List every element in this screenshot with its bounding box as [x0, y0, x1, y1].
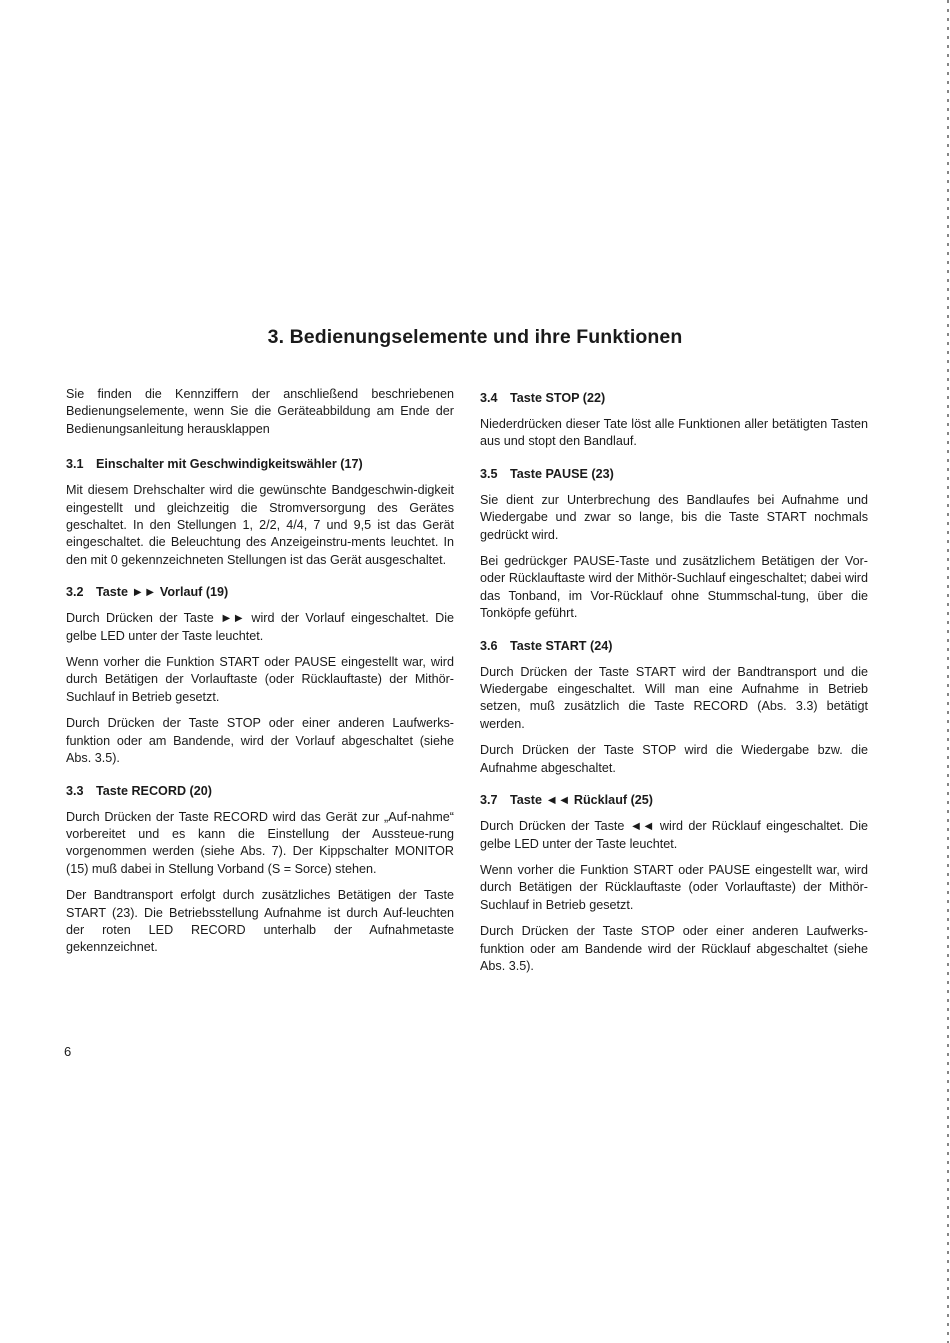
section-paragraph: Mit diesem Drehschalter wird die gewünschte Bandgeschwin-digkeit eingestellt und gleichzeitig die Stromversorgung des Gerätes geschaltet. In den Stellungen 1, 2/2, 4/4, 7 und 9,5 ist das Gerät eingeschaltet. die Beleuchtung des Anzeigeinstru-ments leuchtet. In den mit 0 gekennzeichneten Stellungen ist das Gerät ausgeschaltet. [66, 483, 454, 567]
section-paragraph: Niederdrücken dieser Tate löst alle Funktionen aller betätigten Tasten aus und stopt den Bandlauf. [480, 417, 868, 449]
section-paragraph: Der Bandtransport erfolgt durch zusätzliches Betätigen der Taste START (23). Die Betriebsstellung Aufnahme ist durch Auf-leuchten der roten LED RECORD unterhalb der Aufnahmetaste gekennzeichnet. [66, 888, 454, 955]
section-number: 3.5 [480, 466, 498, 481]
section-number: 3.3 [66, 783, 84, 798]
section-number: 3.7 [480, 793, 498, 808]
section-3-5 [480, 466, 868, 623]
section-title: Einschalter mit Geschwindigkeitswähler (17) [96, 457, 363, 472]
section-title: Taste START (24) [510, 638, 613, 653]
section-heading [480, 638, 868, 654]
section-number: 3.2 [66, 585, 84, 600]
section-paragraph: Durch Drücken der Taste START wird der Bandtransport und die Wiedergabe eingeschaltet. Will man eine Aufnahme in Betrieb setzen, muß zusätzlich die Taste RECORD (Abs. 3.3) betätigt werden. [480, 664, 868, 731]
section-3-1 [66, 456, 454, 569]
section-paragraph: Durch Drücken der Taste STOP oder einer anderen Laufwerks-funktion oder am Bandende wird der Rücklauf abgeschaltet (siehe Abs. 3.5). [480, 924, 868, 973]
section-paragraph: Wenn vorher die Funktion START oder PAUSE eingestellt war, wird durch Betätigen der Rücklauftaste (oder Vorlauftaste) der Mithör-Suchlauf in Betrieb gesetzt. [480, 862, 868, 912]
section-paragraph: Durch Drücken der Taste STOP wird die Wiedergabe bzw. die Aufnahme abgeschaltet. [480, 743, 868, 775]
left-column [66, 386, 454, 972]
section-paragraph: Durch Drücken der Taste STOP oder einer anderen Laufwerks-funktion oder am Bandende, wird der Vorlauf abgeschaltet (siehe Abs. 3.5). [66, 716, 454, 766]
section-title: Taste RECORD (20) [96, 783, 212, 798]
page-title: 3. Bedienungselemente und ihre Funktionen [267, 326, 683, 349]
section-number: 3.4 [480, 391, 498, 405]
section-heading [480, 466, 868, 482]
page-number: 6 [64, 1044, 72, 1059]
section-heading [66, 584, 454, 600]
section-title: Taste PAUSE (23) [510, 466, 614, 481]
intro-paragraph: Sie finden die Kennziffern der anschließend beschriebenen Bedienungselemente, wenn Sie die Geräteabbildung am Ende der Bedienungsanleitung herausklappen [66, 387, 454, 436]
section-heading [480, 792, 868, 808]
section-title: Taste ◄◄ Rücklauf (25) [510, 793, 653, 808]
section-paragraph: Durch Drücken der Taste RECORD wird das Gerät zur „Auf-nahme“ vorbereitet und es kann die Einstellung der Aussteue-rung vorgenommen werden (siehe Abs. 7). Der Kippschalter MONITOR (15) muß dabei in Stellung Vorband (S = Sorce) stehen. [66, 809, 454, 876]
section-paragraph: Durch Drücken der Taste ◄◄ wird der Rücklauf eingeschaltet. Die gelbe LED unter der Taste leuchtet. [480, 819, 868, 851]
section-paragraph: Sie dient zur Unterbrechung des Bandlaufes bei Aufnahme und Wiedergabe und zwar so lange, bis die Taste START nochmals gedrückt wird. [480, 492, 868, 542]
right-column [480, 390, 868, 990]
section-paragraph: Bei gedrückger PAUSE-Taste und zusätzlichem Betätigen der Vor- oder Rücklauftaste wird der Mithör-Suchlauf eingeschaltet; dabei wird das Tonband, im Vor-Rücklauf ohne Stummschal-tung, über die Tonköpfe geführt. [480, 554, 868, 621]
section-title: Taste ►► Vorlauf (19) [96, 585, 229, 600]
scan-edge-mark [947, 0, 949, 1343]
section-3-6 [480, 638, 868, 777]
section-paragraph: Durch Drücken der Taste ►► wird der Vorlauf eingeschaltet. Die gelbe LED unter der Taste leuchtet. [66, 611, 454, 643]
section-number: 3.1 [66, 457, 84, 472]
section-heading [66, 783, 454, 799]
section-heading [480, 390, 868, 406]
section-number: 3.6 [480, 638, 498, 653]
section-3-2 [66, 584, 454, 767]
section-title: Taste STOP (22) [510, 391, 606, 405]
section-3-7 [480, 792, 868, 975]
section-3-3 [66, 783, 454, 957]
section-paragraph: Wenn vorher die Funktion START oder PAUSE eingestellt war, wird durch Betätigen der Vorlauftaste (oder Rücklauftaste) der Mithör-Suchlauf in Betrieb gesetzt. [66, 655, 454, 704]
section-heading [66, 456, 454, 472]
section-3-4 [480, 390, 868, 451]
